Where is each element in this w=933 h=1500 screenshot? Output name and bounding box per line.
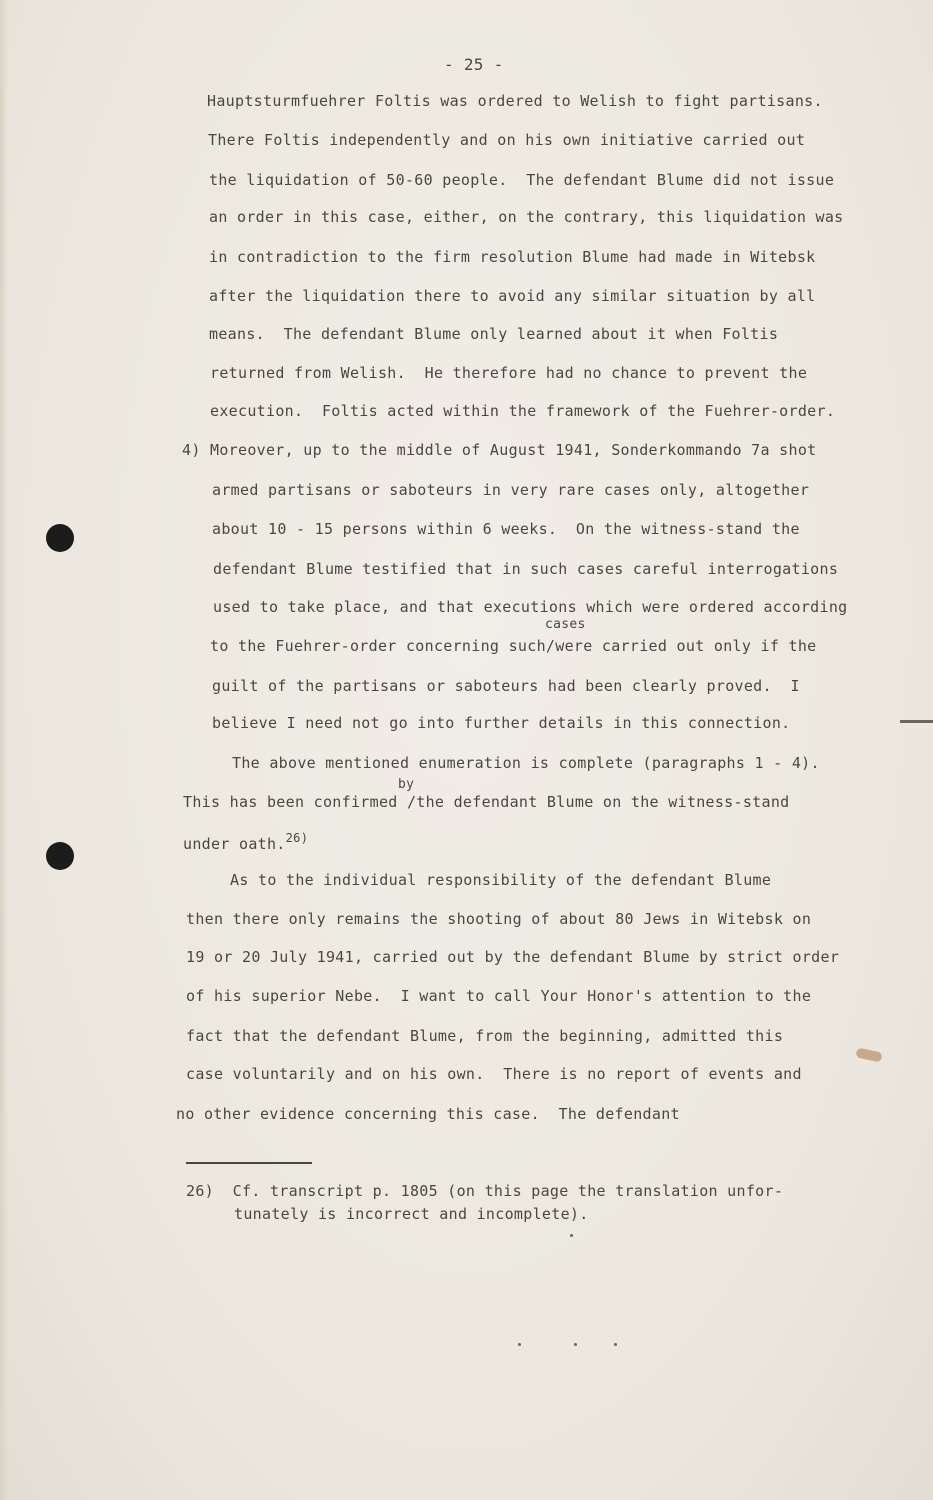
text-line: of his superior Nebe. I want to call Your Honor's attention to the	[186, 987, 812, 1005]
text-line: The above mentioned enumeration is complete (paragraphs 1 - 4).	[232, 754, 820, 772]
footnote-line: tunately is incorrect and incomplete).	[234, 1205, 589, 1223]
page-edge	[0, 0, 8, 1500]
text-line: case voluntarily and on his own. There is no report of events and	[186, 1065, 802, 1083]
text-line: defendant Blume testified that in such cases careful interrogations	[213, 560, 839, 578]
text-line: guilt of the partisans or saboteurs had been clearly proved. I	[212, 677, 800, 695]
footnote-divider	[186, 1162, 312, 1164]
text-line: then there only remains the shooting of about 80 Jews in Witebsk on	[186, 910, 812, 928]
text-line: used to take place, and that executions which were ordered according	[213, 598, 848, 616]
footnote-reference: 26)	[285, 831, 309, 845]
text-line: fact that the defendant Blume, from the beginning, admitted this	[186, 1027, 784, 1045]
punch-hole-top	[46, 524, 74, 552]
punch-hole-bottom	[46, 842, 74, 870]
paper-stain	[855, 1047, 883, 1062]
text-line: about 10 - 15 persons within 6 weeks. On the witness-stand the	[212, 520, 800, 538]
paper-speck	[574, 1343, 577, 1346]
text-line: means. The defendant Blume only learned about it when Foltis	[209, 325, 779, 343]
text-line: execution. Foltis acted within the framework of the Fuehrer-order.	[210, 402, 836, 420]
text-line	[183, 831, 309, 854]
paper-speck	[518, 1343, 521, 1346]
text-line: 4) Moreover, up to the middle of August 1941, Sonderkommando 7a shot	[182, 441, 817, 459]
text-line: after the liquidation there to avoid any similar situation by all	[209, 287, 816, 305]
text-line: to the Fuehrer-order concerning such/were carried out only if the	[210, 637, 817, 655]
paper-speck	[570, 1234, 573, 1237]
interlinear-text: cases	[545, 617, 586, 632]
text-line: returned from Welish. He therefore had no chance to prevent the	[210, 364, 808, 382]
text-line: There Foltis independently and on his own initiative carried out	[208, 131, 806, 149]
text-content: under oath.	[183, 835, 286, 853]
text-line: Hauptsturmfuehrer Foltis was ordered to Welish to fight partisans.	[207, 92, 823, 110]
text-line: believe I need not go into further details in this connection.	[212, 714, 791, 732]
paper-speck	[614, 1343, 617, 1346]
text-line: This has been confirmed /the defendant Blume on the witness-stand	[183, 793, 790, 811]
text-line: armed partisans or saboteurs in very rare cases only, altogether	[212, 481, 810, 499]
text-line: no other evidence concerning this case. The defendant	[176, 1105, 680, 1123]
margin-mark	[900, 720, 933, 723]
text-line: 19 or 20 July 1941, carried out by the defendant Blume by strict order	[186, 948, 840, 966]
page-number: - 25 -	[444, 55, 504, 74]
interlinear-text: by	[398, 777, 415, 792]
text-line: As to the individual responsibility of the defendant Blume	[230, 871, 772, 889]
footnote-line: 26) Cf. transcript p. 1805 (on this page the translation unfor-	[186, 1182, 784, 1200]
text-line: an order in this case, either, on the contrary, this liquidation was	[209, 208, 844, 226]
text-line: in contradiction to the firm resolution Blume had made in Witebsk	[209, 248, 816, 266]
text-line: the liquidation of 50-60 people. The defendant Blume did not issue	[209, 171, 835, 189]
